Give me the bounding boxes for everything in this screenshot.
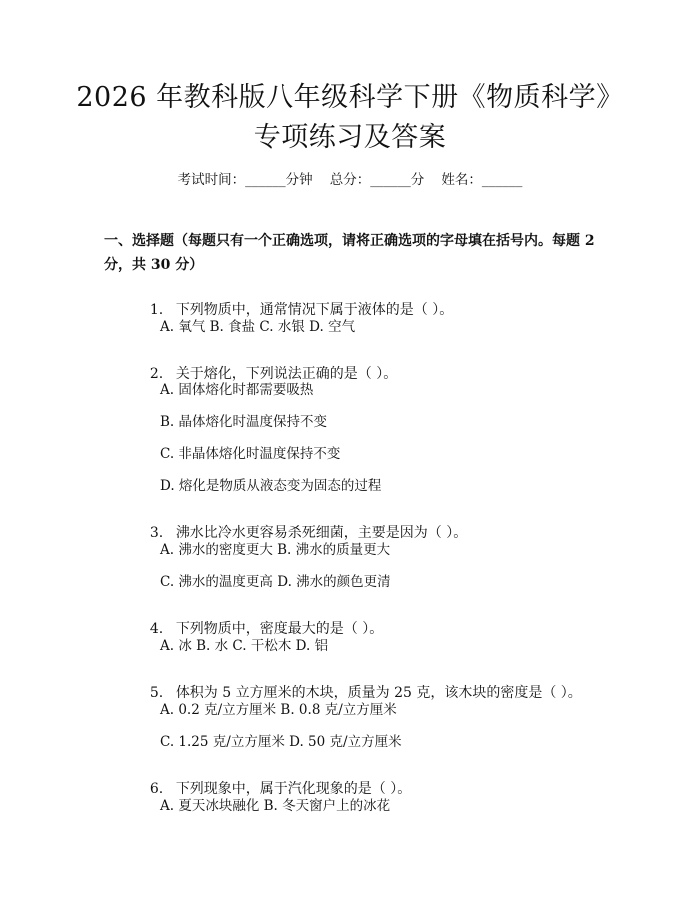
section-heading: 一、选择题（每题只有一个正确选项，请将正确选项的字母填在括号内。每题 2 分，共 30 分）	[104, 233, 595, 273]
exam-meta-line: 考试时间：______分钟 总分：______分 姓名：______	[177, 172, 523, 188]
question-number: 5.	[149, 685, 164, 701]
question-text: 下列现象中，属于汽化现象的是（ ）。	[175, 781, 412, 797]
question-text: 下列物质中，密度最大的是（ ）。	[175, 621, 384, 637]
document-title-line1: 2026 年教科版八年级科学下册《物质科学》	[76, 82, 624, 113]
question-option: C. 1.25 克/立方厘米 D. 50 克/立方厘米	[160, 734, 402, 750]
question-number: 6.	[149, 781, 164, 797]
question-option: A. 氧气 B. 食盐 C. 水银 D. 空气	[160, 319, 356, 335]
question-number: 4.	[149, 621, 164, 637]
question-number: 1.	[149, 302, 164, 318]
question-option: A. 冰 B. 水 C. 干松木 D. 铝	[160, 638, 329, 654]
question-option: D. 熔化是物质从液态变为固态的过程	[160, 478, 382, 494]
question-text: 下列物质中，通常情况下属于液体的是（ ）。	[175, 302, 454, 318]
document-title-line2: 专项练习及答案	[253, 122, 447, 153]
question-option: A. 0.2 克/立方厘米 B. 0.8 克/立方厘米	[160, 702, 397, 718]
question-text: 关于熔化，下列说法正确的是（ ）。	[175, 366, 398, 382]
question-text: 沸水比冷水更容易杀死细菌，主要是因为（ ）。	[175, 525, 468, 541]
question-option: B. 晶体熔化时温度保持不变	[160, 414, 328, 430]
question-option: C. 沸水的温度更高 D. 沸水的颜色更清	[160, 574, 391, 590]
question-number: 3.	[149, 525, 164, 541]
question-text: 体积为 5 立方厘米的木块，质量为 25 克，该木块的密度是（ ）。	[175, 685, 582, 701]
question-option: A. 夏天冰块融化 B. 冬天窗户上的冰花	[160, 798, 391, 814]
question-option: A. 沸水的密度更大 B. 沸水的质量更大	[160, 542, 391, 558]
question-number: 2.	[149, 366, 164, 382]
question-option: C. 非晶体熔化时温度保持不变	[160, 446, 341, 462]
question-option: A. 固体熔化时都需要吸热	[160, 382, 314, 398]
